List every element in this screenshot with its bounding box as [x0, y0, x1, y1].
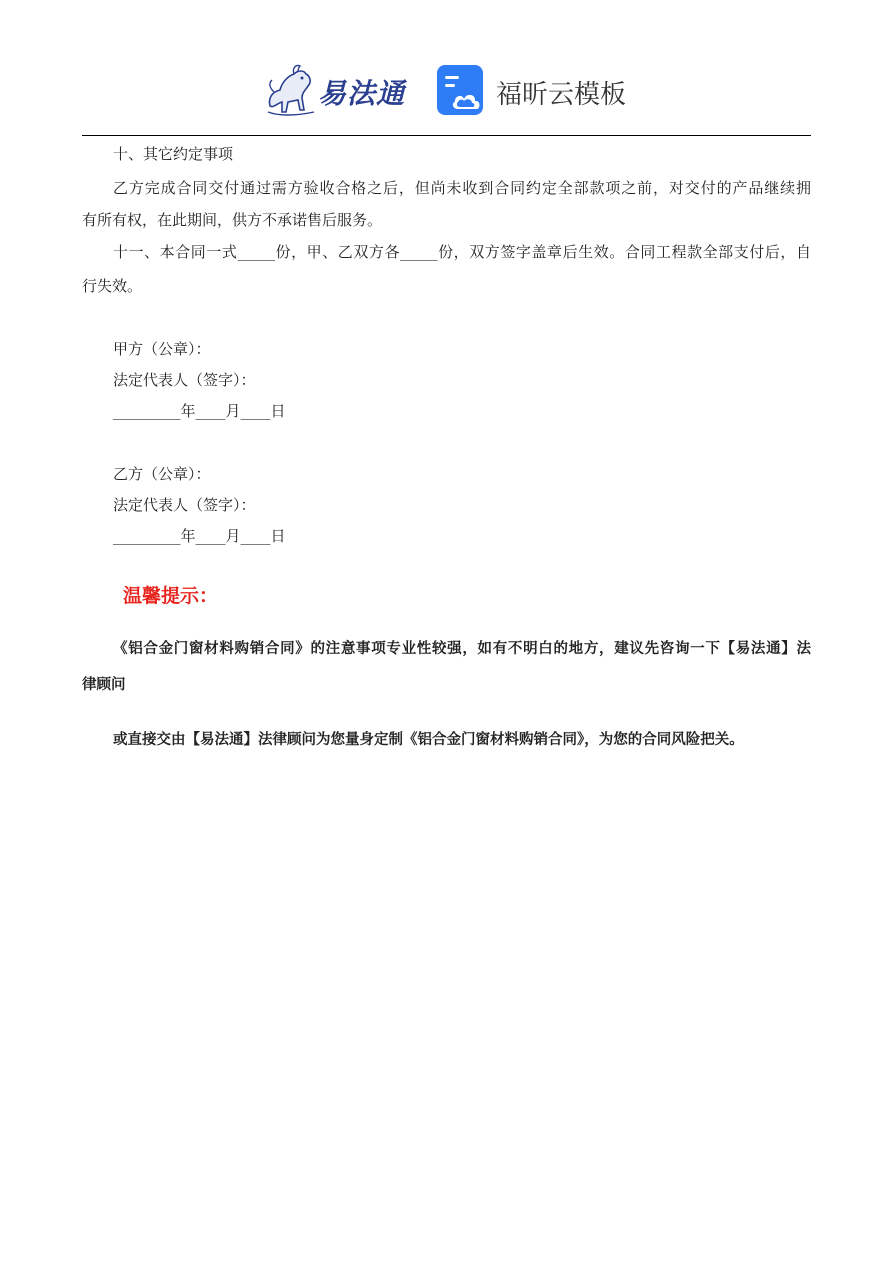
- tips-line-1: 《铝合金门窗材料购销合同》的注意事项专业性较强，如有不明白的地方，建议先咨询一下【易法通】法: [113, 640, 811, 657]
- yifatong-logo-text: 易法通: [318, 77, 406, 110]
- yifatong-logo: [262, 62, 412, 118]
- horse-mascot-icon: [262, 62, 320, 118]
- section-11-line-2: 行失效。: [82, 277, 143, 295]
- foxit-template-logo: [436, 64, 636, 118]
- section-10-line-2: 有所有权，在此期间，供方不承诺售后服务。: [82, 211, 383, 229]
- page-header: [0, 60, 893, 122]
- party-b-representative: 法定代表人（签字）：: [113, 496, 256, 514]
- party-b-seal: 乙方（公章）：: [113, 465, 211, 483]
- party-b-date: _________年____月____日: [113, 527, 286, 545]
- section-10-line-1: 乙方完成合同交付通过需方验收合格之后，但尚未收到合同约定全部款项之前，对交付的产品继续拥: [113, 179, 811, 197]
- section-10-title: 十、其它约定事项: [113, 145, 234, 163]
- tips-title: 温馨提示：: [123, 585, 219, 607]
- section-11-line-1: 十一、本合同一式_____份，甲、乙双方各_____份，双方签字盖章后生效。合同工程款全部支付后，自: [113, 243, 811, 261]
- tips-line-3: 或直接交由【易法通】法律顾问为您量身定制《铝合金门窗材料购销合同》，为您的合同风险把关。: [113, 731, 744, 748]
- foxit-logo-text: 福昕云模板: [496, 80, 627, 110]
- party-a-seal: 甲方（公章）：: [113, 340, 211, 358]
- party-a-representative: 法定代表人（签字）：: [113, 371, 256, 389]
- tips-line-2: 律顾问: [82, 676, 126, 693]
- party-a-date: _________年____月____日: [113, 402, 286, 420]
- cloud-document-icon: [436, 64, 488, 116]
- header-divider: [82, 135, 811, 136]
